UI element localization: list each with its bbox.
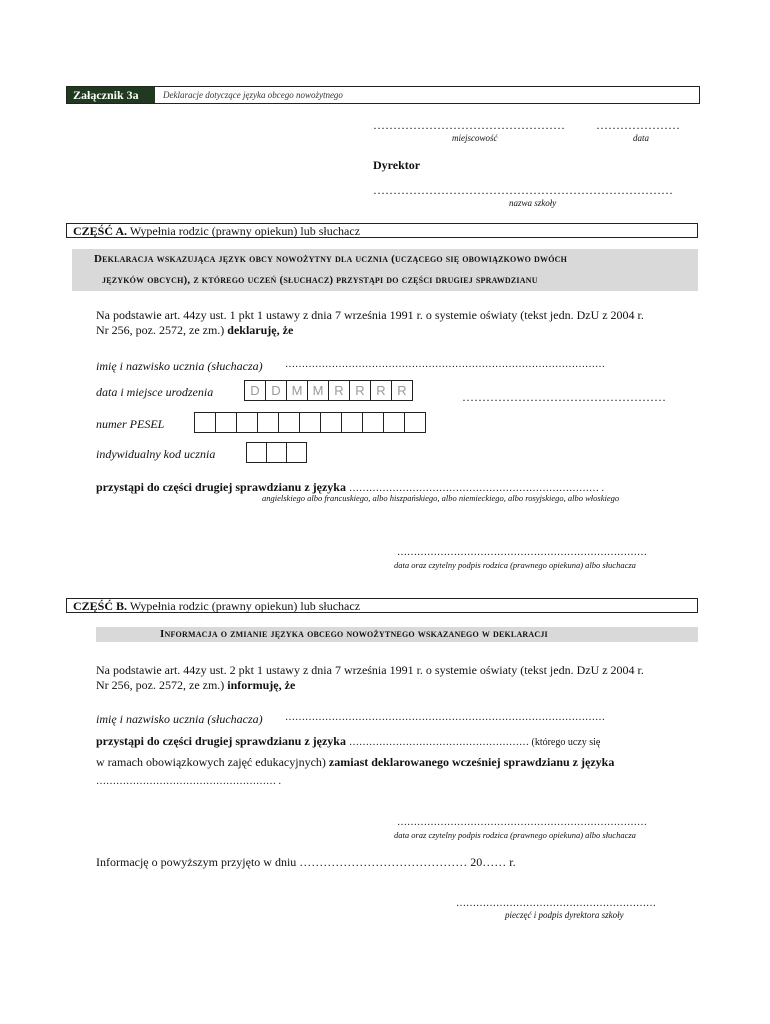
part-b-text: Wypełnia rodzic (prawny opiekun) lub słuchacz	[129, 599, 361, 613]
b-signature-dots[interactable]: …………………………………………………………………	[397, 817, 647, 828]
place-dots[interactable]: …………………………………………	[373, 118, 565, 132]
code-cell[interactable]	[246, 442, 267, 463]
a-signature-dots[interactable]: …………………………………………………………………	[397, 547, 647, 558]
part-a-heading-line1: Deklaracja wskazująca język obcy nowożytny dla ucznia (uczącego się obowiązkowo dwóch	[94, 253, 568, 265]
director-title: Dyrektor	[373, 158, 421, 172]
a-exam-language-field[interactable]: ………………………………………………………………… .	[348, 483, 604, 494]
birth-label: data i miejsce urodzenia	[96, 385, 214, 399]
code-cell[interactable]	[266, 442, 287, 463]
pesel-cell[interactable]	[257, 412, 279, 433]
date-dots[interactable]: …………………	[596, 118, 680, 132]
birth-date-cell[interactable]: D	[244, 380, 266, 401]
pesel-cell[interactable]	[383, 412, 405, 433]
part-b-heading: Informacja o zmianie języka obcego nowożytnego wskazanego w deklaracji	[160, 628, 548, 640]
place-label: miejscowość	[452, 133, 498, 143]
b-previous-language-field[interactable]: ……………………………………………… .	[96, 776, 281, 787]
date-label: data	[633, 133, 650, 143]
birth-date-cell[interactable]: M	[307, 380, 329, 401]
part-b-intro-line2: Nr 256, poz. 2572, ze zm.) informuję, że	[96, 678, 296, 692]
code-label: indywidualny kod ucznia	[96, 447, 216, 461]
pesel-cell[interactable]	[194, 412, 216, 433]
a-name-label: imię i nazwisko ucznia (słuchacza)	[96, 359, 263, 373]
code-cell[interactable]	[286, 442, 307, 463]
part-b-intro-line1: Na podstawie art. 44zy ust. 2 pkt 1 ustawy z dnia 7 września 1991 r. o systemie oświaty (tekst jedn. DzU z 2004 r.	[96, 663, 644, 677]
part-a-text: Wypełnia rodzic (prawny opiekun) lub słuchacz	[129, 224, 361, 238]
attachment-subtitle: Deklaracje dotyczące języka obcego nowożytnego	[163, 90, 343, 100]
b-signature-label: data oraz czytelny podpis rodzica (prawnego opiekuna) albo słuchacza	[394, 830, 636, 840]
pesel-cell[interactable]	[215, 412, 237, 433]
attachment-header	[66, 86, 700, 104]
birth-date-boxes[interactable]	[244, 380, 412, 401]
part-b-label: CZĘŚĆ B.	[73, 599, 128, 613]
declare-text: deklaruję, że	[227, 323, 294, 337]
a-name-field[interactable]: ……………………………………………………………………………………	[285, 359, 605, 370]
birth-date-cell[interactable]: R	[391, 380, 413, 401]
part-b-header	[66, 598, 698, 613]
pesel-cell[interactable]	[341, 412, 363, 433]
school-dots[interactable]: …………………………………………………………………	[373, 183, 673, 197]
director-signature-label: pieczęć i podpis dyrektora szkoły	[505, 910, 624, 920]
b-exam-language-field[interactable]: ……………………………………………… (którego uczy się	[348, 737, 601, 748]
a-exam-line: przystąpi do części drugiej sprawdzianu z języka ………………………………………………………………… .	[96, 480, 604, 494]
pesel-boxes[interactable]	[194, 412, 425, 433]
director-signature-dots[interactable]: ……………………………………………………	[456, 898, 656, 909]
part-a-intro-line2: Nr 256, poz. 2572, ze zm.) deklaruję, że	[96, 323, 294, 337]
pesel-cell[interactable]	[404, 412, 426, 433]
inform-text: informuję, że	[227, 678, 296, 692]
pesel-label: numer PESEL	[96, 417, 165, 431]
pesel-cell[interactable]	[320, 412, 342, 433]
b-exam-line: przystąpi do części drugiej sprawdzianu z języka ……………………………………………… (którego uczy się	[96, 734, 601, 748]
received-line[interactable]: Informację o powyższym przyjęto w dniu …………………………………… 20…… r.	[96, 855, 516, 869]
b-name-field[interactable]: ……………………………………………………………………………………	[285, 712, 605, 723]
attachment-tag: Załącznik 3a	[67, 87, 155, 103]
birth-date-cell[interactable]: R	[349, 380, 371, 401]
languages-hint: angielskiego albo francuskiego, albo hiszpańskiego, albo niemieckiego, albo rosyjskiego, albo włoskiego	[262, 493, 620, 503]
pesel-cell[interactable]	[362, 412, 384, 433]
b-name-label: imię i nazwisko ucznia (słuchacza)	[96, 712, 263, 726]
pesel-cell[interactable]	[236, 412, 258, 433]
part-a-header	[66, 223, 698, 238]
birth-date-cell[interactable]: D	[265, 380, 287, 401]
pesel-cell[interactable]	[299, 412, 321, 433]
birth-date-cell[interactable]: R	[370, 380, 392, 401]
part-a-label: CZĘŚĆ A.	[73, 224, 128, 238]
birth-date-cell[interactable]: R	[328, 380, 350, 401]
part-a-heading-line2: języków obcych), z którego uczeń (słuchacz) przystąpi do części drugiej sprawdzianu	[102, 274, 538, 286]
a-signature-label: data oraz czytelny podpis rodzica (prawnego opiekuna) albo słuchacza	[394, 560, 636, 570]
birth-date-cell[interactable]: M	[286, 380, 308, 401]
student-code-boxes[interactable]	[246, 442, 306, 463]
b-instead-line: w ramach obowiązkowych zajęć edukacyjnych) zamiast deklarowanego wcześniej sprawdzianu z języka	[96, 755, 615, 769]
part-a-intro-line1: Na podstawie art. 44zy ust. 1 pkt 1 ustawy z dnia 7 września 1991 r. o systemie oświaty (tekst jedn. DzU z 2004 r.	[96, 308, 644, 322]
school-label: nazwa szkoły	[509, 198, 557, 208]
birth-place-field[interactable]: ……………………………………………	[462, 390, 666, 404]
pesel-cell[interactable]	[278, 412, 300, 433]
